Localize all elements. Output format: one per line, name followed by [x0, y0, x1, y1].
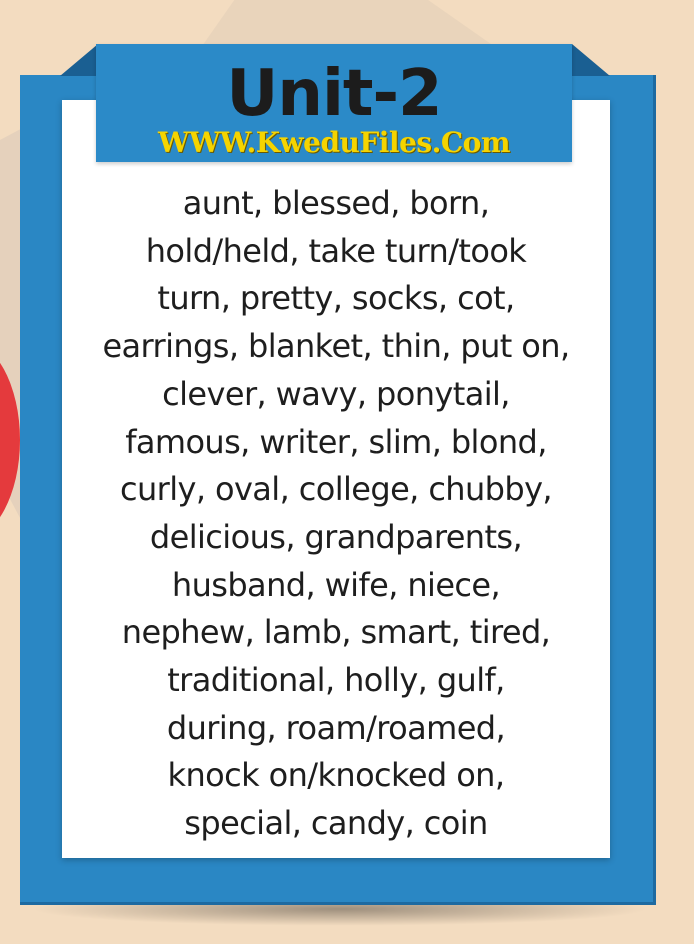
vocabulary-line: husband, wife, niece,: [171, 565, 501, 604]
vocabulary-line: hold/held, take turn/took: [145, 231, 527, 270]
vocabulary-list: [62, 180, 610, 848]
vocabulary-line: clever, wavy, ponytail,: [162, 374, 510, 413]
vocabulary-line: aunt, blessed, born,: [182, 184, 490, 222]
ribbon-fold-left: [60, 44, 98, 76]
vocabulary-line: traditional, holly, gulf,: [167, 661, 505, 700]
vocabulary-line: famous, writer, slim, blond,: [125, 422, 547, 461]
vocabulary-line: nephew, lamb, smart, tired,: [121, 613, 551, 652]
vocabulary-line: special, candy, coin: [184, 804, 488, 843]
vocabulary-line: earrings, blanket, thin, put on,: [102, 327, 570, 366]
vocabulary-line: delicious, grandparents,: [149, 517, 523, 556]
watermark-text: WWW.KweduFiles.Com: [158, 126, 510, 159]
vocabulary-line: curly, oval, college, chubby,: [119, 470, 553, 509]
vocabulary-line: during, roam/roamed,: [166, 708, 506, 747]
ribbon-fold-right: [572, 44, 610, 76]
unit-title: Unit-2: [226, 57, 442, 131]
vocabulary-line: turn, pretty, socks, cot,: [157, 279, 515, 318]
vocabulary-line: knock on/knocked on,: [167, 756, 505, 795]
